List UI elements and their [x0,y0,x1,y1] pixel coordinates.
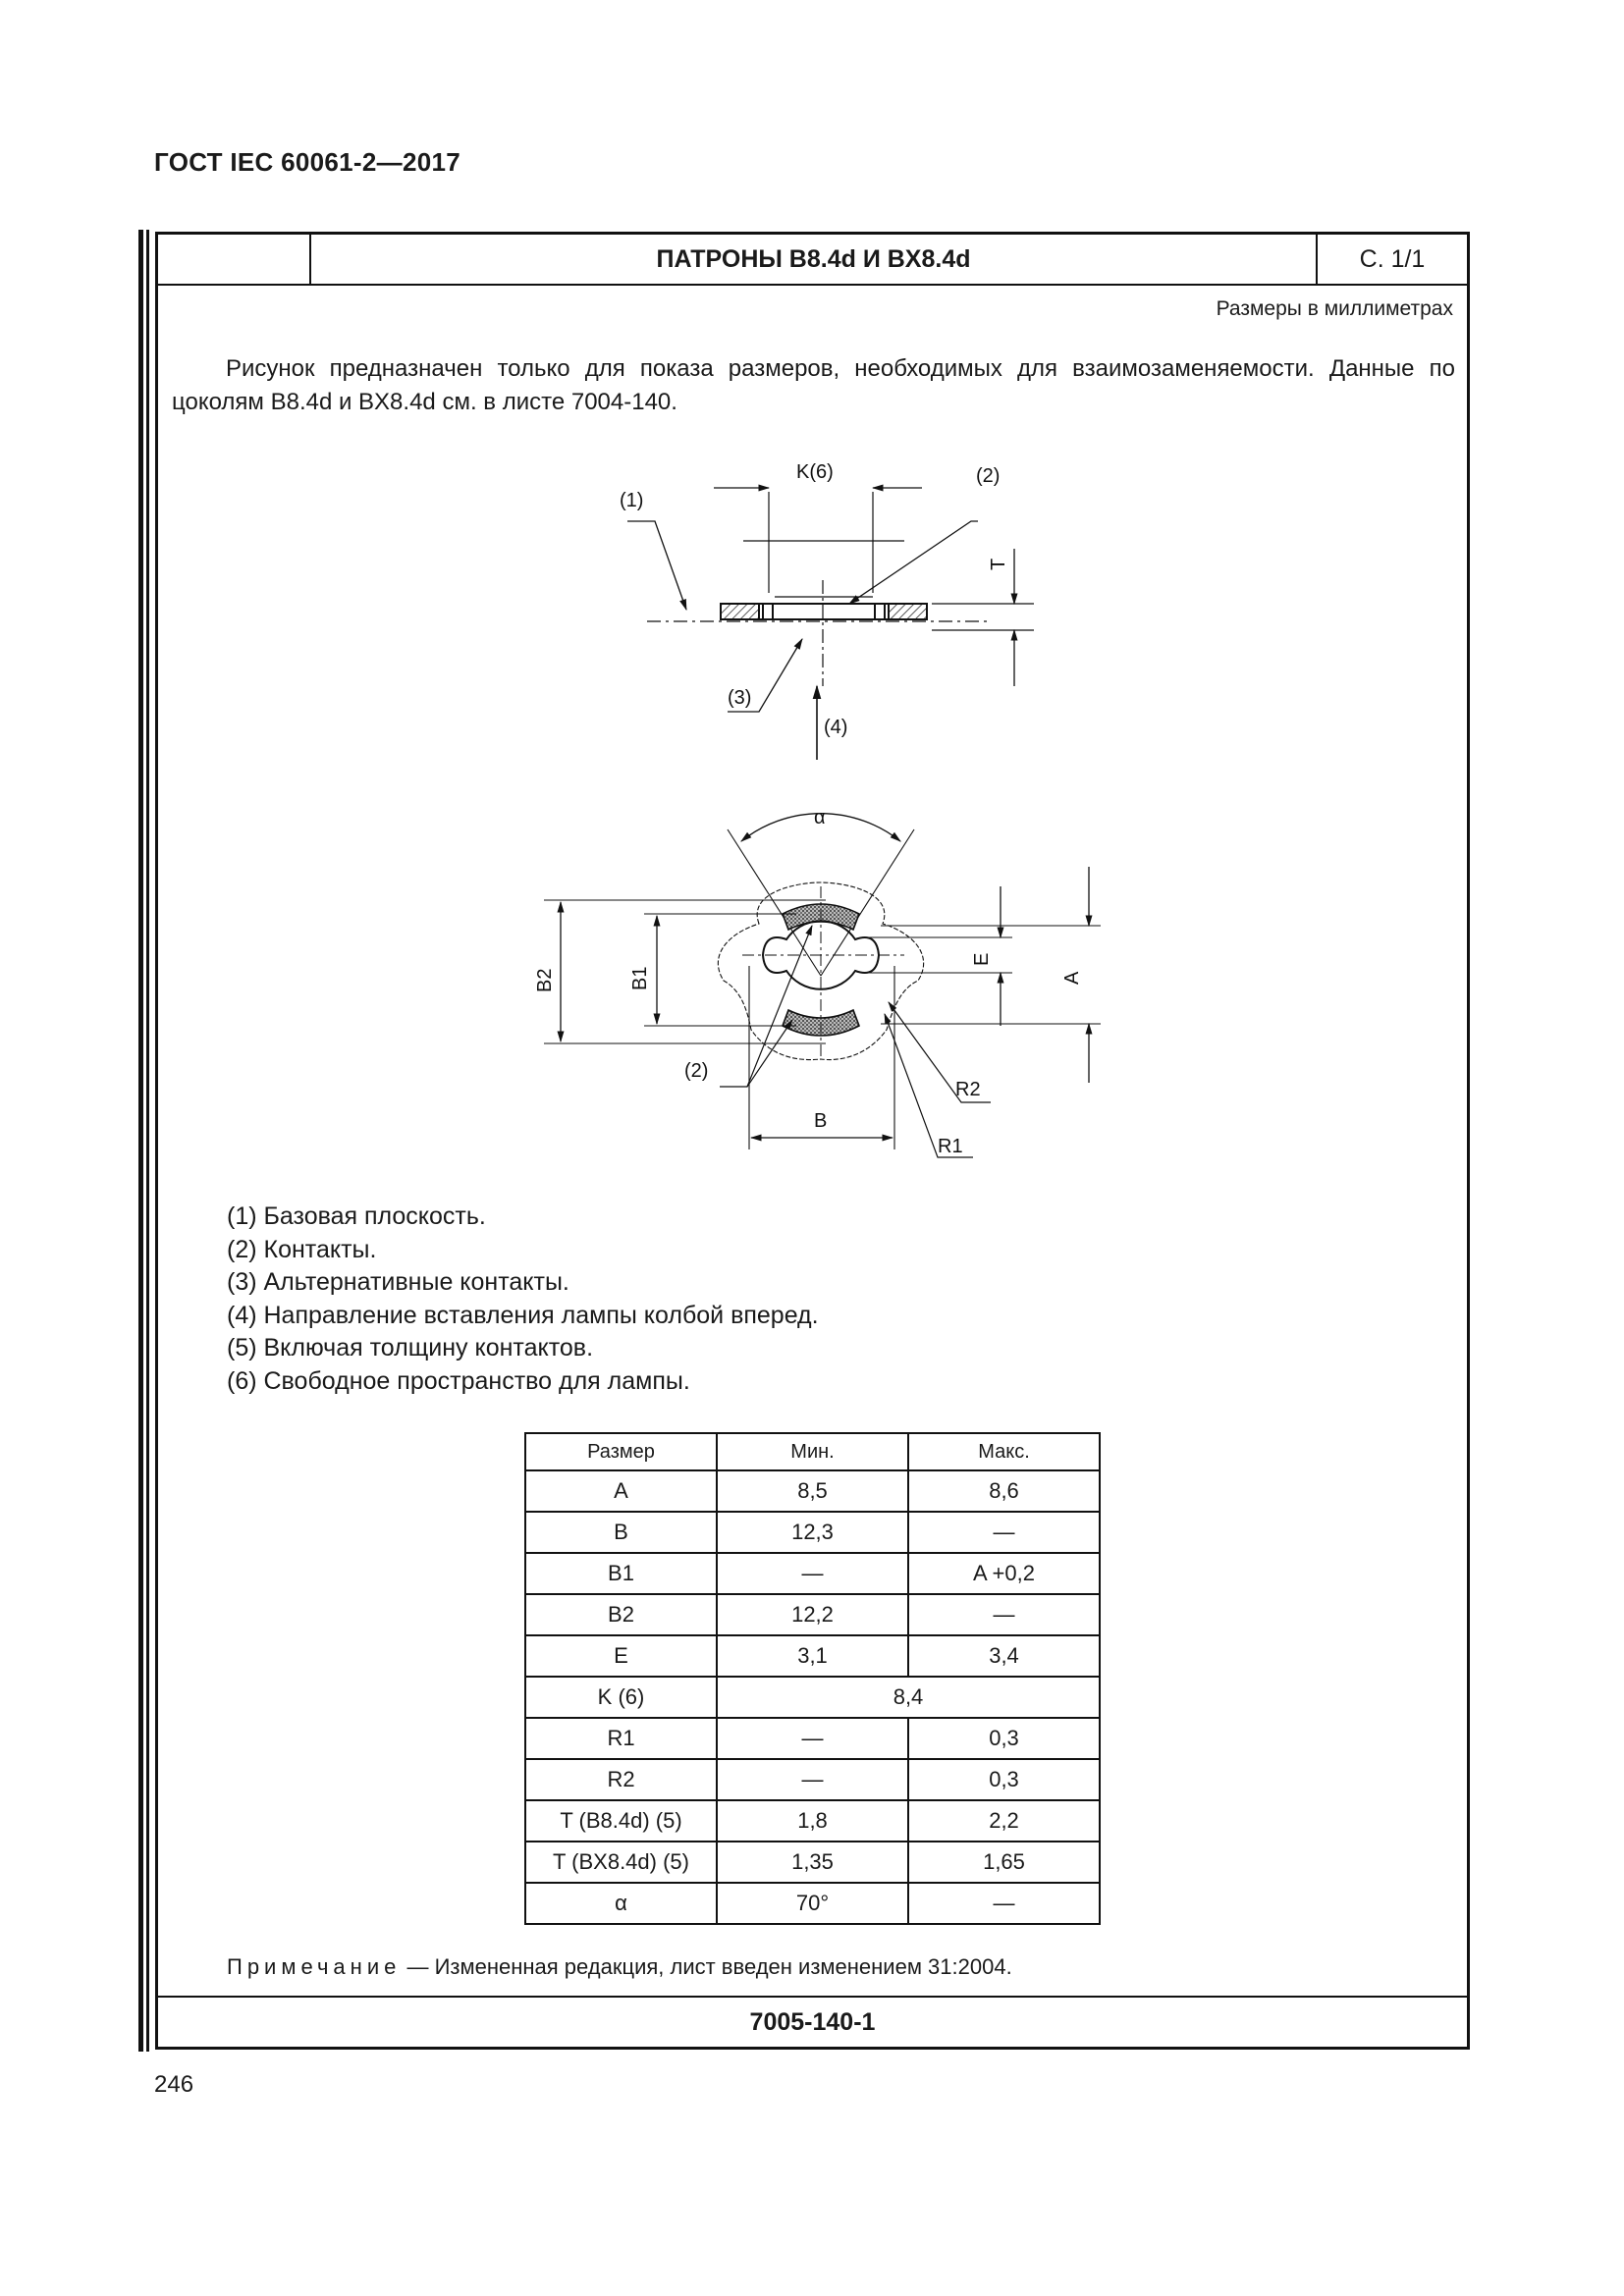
dimensions-table [524,1432,1101,1925]
table-cell: 0,3 [908,1718,1100,1759]
table-cell: 2,2 [908,1800,1100,1842]
remark [227,1954,1012,1980]
table-row [525,1470,1100,1512]
table-row [525,1842,1100,1883]
table-cell: 3,4 [908,1635,1100,1677]
table-row [525,1594,1100,1635]
sheet-frame [155,232,1470,2050]
table-row [525,1883,1100,1924]
table-cell: A +0,2 [908,1553,1100,1594]
table-cell: B1 [525,1553,717,1594]
sheet-title: ПАТРОНЫ B8.4d И BX8.4d [311,235,1318,284]
table-row [525,1635,1100,1677]
table-cell: 8,6 [908,1470,1100,1512]
table-header-row [525,1433,1100,1470]
table-row [525,1718,1100,1759]
table-cell: 8,5 [717,1470,908,1512]
note-item: (1) Базовая плоскость. [227,1202,486,1230]
table-cell: 12,2 [717,1594,908,1635]
side-view-labels [620,461,1009,738]
table-cell: T (B8.4d) (5) [525,1800,717,1842]
table-row [525,1512,1100,1553]
table-row [525,1800,1100,1842]
column-header: Макс. [908,1433,1100,1470]
table-cell: 3,1 [717,1635,908,1677]
label-alpha: α [814,807,826,828]
units-note: Размеры в миллиметрах [1216,297,1453,320]
label-2: (2) [976,465,1001,487]
table-cell: 1,35 [717,1842,908,1883]
remark-text: — Измененная редакция, лист введен изменением 31:2004. [406,1954,1012,1979]
left-margin-bar [146,230,149,2052]
table-cell: — [908,1512,1100,1553]
table-cell: — [908,1883,1100,1924]
note-item: (6) Свободное пространство для лампы. [227,1366,690,1395]
note-item: (5) Включая толщину контактов. [227,1334,594,1362]
table-cell: E [525,1635,717,1677]
label-3: (3) [728,687,752,709]
table-cell: R2 [525,1759,717,1800]
left-margin-bar [138,230,143,2052]
table-cell: T (BX8.4d) (5) [525,1842,717,1883]
figure-notes [227,1201,819,1398]
sheet-page: С. 1/1 [1359,244,1426,273]
table-row [525,1677,1100,1718]
table-cell: K (6) [525,1677,717,1718]
top-view [544,814,1101,1157]
label-4: (4) [824,717,848,738]
intro-paragraph: Рисунок предназначен только для показа размеров, необходимых для взаимозаменяемости. Данные по цоколям B8.4d и BX8.4d см. в листе 7004-140. [172,355,1455,415]
table-cell: 1,65 [908,1842,1100,1883]
label-b: B [814,1110,828,1132]
label-b1: B1 [629,966,651,990]
label-t: T [988,558,1009,570]
table-row [525,1553,1100,1594]
table-cell: — [717,1759,908,1800]
standard-header: ГОСТ IEC 60061-2—2017 [154,147,460,177]
label-r1: R1 [938,1136,963,1157]
label-1: (1) [620,490,644,511]
label-r2: R2 [955,1079,981,1100]
column-header: Размер [525,1433,717,1470]
table-row [525,1759,1100,1800]
table-cell: A [525,1470,717,1512]
table-cell: R1 [525,1718,717,1759]
page-number: 246 [154,2071,194,2098]
table-cell: B2 [525,1594,717,1635]
table-cell: 8,4 [717,1677,1100,1718]
technical-drawing [158,235,1467,1216]
table-cell: 0,3 [908,1759,1100,1800]
table-cell: 12,3 [717,1512,908,1553]
note-item: (4) Направление вставления лампы колбой вперед. [227,1301,819,1329]
label-b2: B2 [534,968,556,992]
label-e: E [971,952,993,966]
sheet-code: 7005-140-1 [158,1996,1467,2047]
table-cell: 1,8 [717,1800,908,1842]
column-header: Мин. [717,1433,908,1470]
label-k6: K(6) [796,461,834,483]
label-2-top: (2) [684,1060,709,1082]
table-cell: α [525,1883,717,1924]
table-cell: B [525,1512,717,1553]
table-cell: — [908,1594,1100,1635]
table-cell: — [717,1718,908,1759]
table-cell: 70° [717,1883,908,1924]
remark-label: Примечание [227,1954,402,1979]
note-item: (3) Альтернативные контакты. [227,1268,569,1296]
note-item: (2) Контакты. [227,1235,377,1263]
table-cell: — [717,1553,908,1594]
label-a: A [1061,971,1083,985]
